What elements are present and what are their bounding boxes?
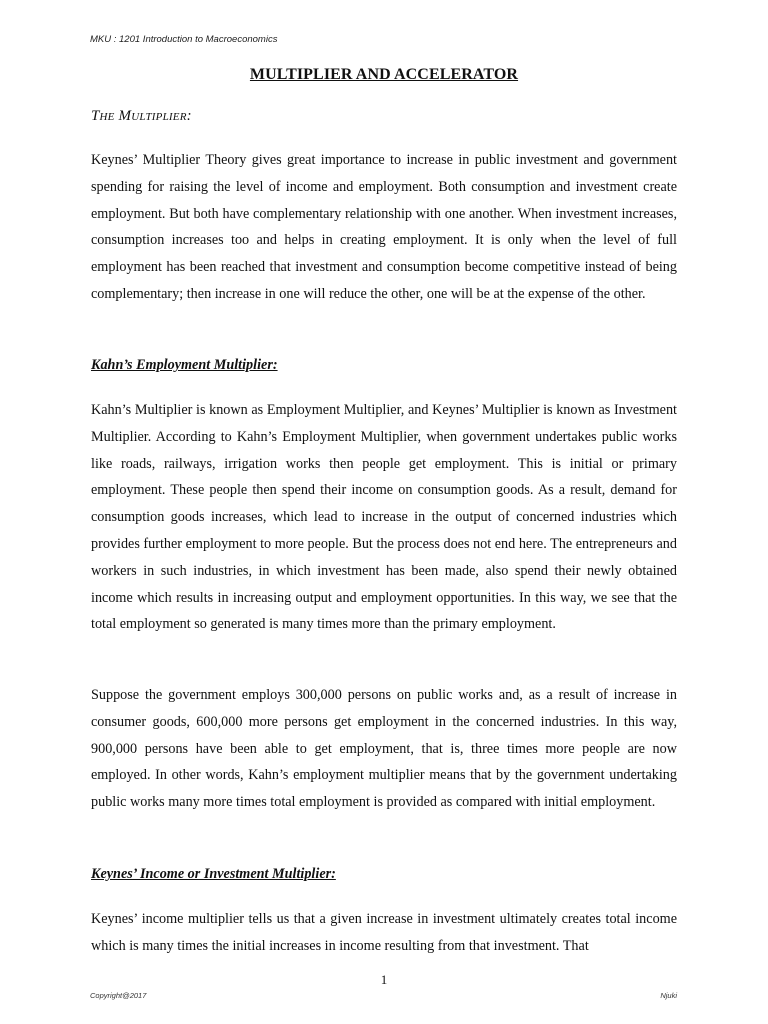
running-header: MKU : 1201 Introduction to Macroeconomics <box>90 34 278 45</box>
section-heading-kahn: Kahn’s Employment Multiplier: <box>91 357 278 373</box>
document-title: MULTIPLIER AND ACCELERATOR <box>249 66 519 83</box>
section-heading-keynes: Keynes’ Income or Investment Multiplier: <box>91 866 336 882</box>
paragraph-kahn-2: Suppose the government employs 300,000 persons on public works and, as a result of increase in consumer goods, 600,000 more persons get employment in the concerned industries. In this way, 900,000 persons have been able to get employment, that is, three times more people are now employed. In other words, Kahn’s employment multiplier means that by the government undertaking public works many more times total employment is provided as compared with initial employment. <box>91 687 677 811</box>
footer-author: Njuki <box>660 991 677 1000</box>
footer-copyright: Copyright@2017 <box>90 991 147 1000</box>
paragraph-keynes-1: Keynes’ income multiplier tells us that a given increase in investment ultimately creates total income which is many times the initial increases in income resulting from that investment. That <box>91 911 677 954</box>
section-heading-multiplier: The Multiplier: <box>91 108 192 124</box>
paragraph-kahn-1: Kahn’s Multiplier is known as Employment Multiplier, and Keynes’ Multiplier is known as Investment Multiplier. According to Kahn’s Employment Multiplier, when government undertakes public works like roads, railways, irrigation works then people get employment. This is initial or primary employment. These people then spend their income on consumption goods. As a result, demand for consumption goods increases, which lead to increase in the output of concerned industries which provides further employment to more people. But the process does not end here. The entrepreneurs and workers in such industries, in which investment has been made, also spend their newly obtained income which results in increasing output and employment opportunities. In this way, we see that the total employment so generated is many times more than the primary employment. <box>91 402 677 633</box>
paragraph-multiplier-intro: Keynes’ Multiplier Theory gives great importance to increase in public investment and government spending for raising the level of income and employment. Both consumption and investment create employment. But both have complementary relationship with one another. When investment increases, consumption increases too and helps in creating employment. It is only when the level of full employment has been reached that investment and consumption become competitive instead of being complementary; then increase in one will reduce the other, one will be at the expense of the other. <box>91 152 677 302</box>
page-number: 1 <box>380 972 388 987</box>
